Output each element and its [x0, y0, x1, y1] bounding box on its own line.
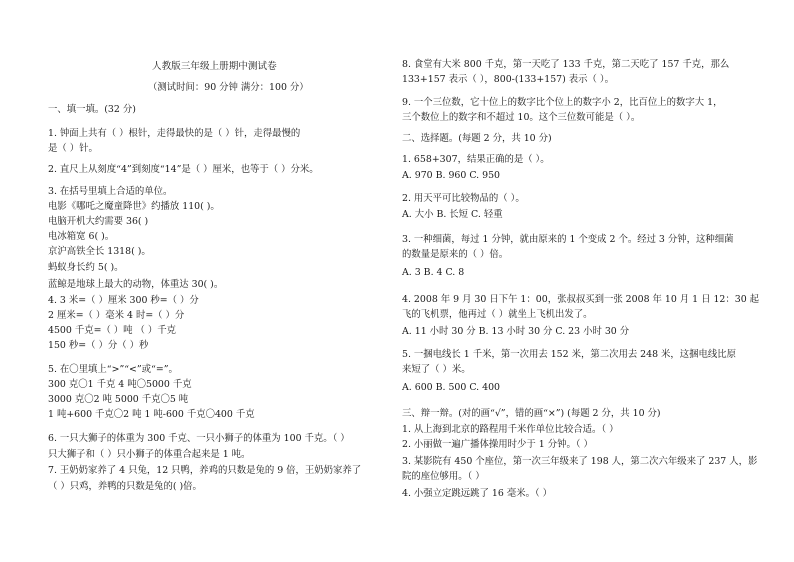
right-line: 来短了（ ）米。 [402, 364, 471, 375]
right-line: 4. 2008 年 9 月 30 日下午 1：00，张叔叔买到一张 2008 年 10 月 1 日 12：30 起 [402, 294, 760, 305]
left-line: 2. 直尺上从刻度“4”到刻度“14”是（ ）厘米，也等于（ ）分米。 [48, 164, 319, 175]
left-line: 京沪高铁全长 1318( )。 [48, 246, 151, 257]
left-line: 只大狮子和（ ）只小狮子的体重合起来是 1 吨。 [48, 449, 251, 460]
right-line: A. 大小 B. 长短 C. 轻重 [402, 209, 503, 220]
left-line: 4. 3 米=（ ）厘米 300 秒=（ ）分 [48, 295, 199, 306]
right-line: 的数量是原来的（ ）倍。 [402, 249, 509, 260]
right-line: 8. 食堂有大米 800 千克，第一天吃了 133 千克，第二天吃了 157 千克，那么 [402, 59, 730, 70]
title: 人教版三年级上册期中测试卷 [152, 61, 277, 72]
left-line: 电冰箱宽 6( )。 [48, 231, 115, 242]
left-line: 7. 王奶奶家养了 4 只兔，12 只鸭，养鸡的只数是兔的 9 倍，王奶奶家养了 [48, 465, 362, 476]
left-line: 蚂蚁身长约 5( )。 [48, 262, 124, 273]
right-line: 2. 用天平可比较物品的（ ）。 [402, 193, 525, 204]
left-line: 蓝鲸是地球上最大的动物，体重达 30( )。 [48, 279, 224, 290]
right-line: 院的座位够用。（ ） [402, 471, 485, 482]
left-line: 6. 一只大狮子的体重为 300 千克、一只小狮子的体重为 100 千克。（ ） [48, 433, 350, 444]
right-line: 133+157 表示（ ），800-(133+157) 表示（ ）。 [402, 74, 614, 85]
right-line: 3. 某影院有 450 个座位，第一次三年级来了 198 人，第二次六年级来了 237 人，影 [402, 456, 758, 467]
right-line: 飞的飞机票，他再过（ ）就坐上飞机出发了。 [402, 309, 593, 320]
right-line: 2. 小丽做一遍广播体操用时少于 1 分钟。（ ） [402, 439, 593, 450]
left-line: 150 秒=（ ）分（ ）秒 [48, 340, 149, 351]
left-line: 电影《哪吒之魔童降世》约播放 110( )。 [48, 201, 220, 212]
left-line: 3. 在括号里填上合适的单位。 [48, 186, 173, 197]
left-line: 一、填一填。(32 分) [48, 104, 136, 115]
left-line: 3000 克〇2 吨 5000 千克〇5 吨 [48, 394, 189, 405]
left-line: 电脑开机大约需要 36( ) [48, 216, 149, 227]
left-line: 1 吨+600 千克〇2 吨 1 吨-600 千克〇400 千克 [48, 409, 255, 420]
right-line: A. 970 B. 960 C. 950 [402, 170, 501, 181]
right-line: A. 3 B. 4 C. 8 [402, 267, 465, 278]
right-line: 5. 一捆电线长 1 千米，第一次用去 152 米，第二次用去 248 米，这捆电线比原 [402, 349, 737, 360]
right-line: 1. 从上海到北京的路程用千米作单位比较合适。（ ） [402, 424, 619, 435]
left-line: 1. 钟面上共有（ ）根针，走得最快的是（ ）针，走得最慢的 [48, 128, 301, 139]
right-line: 3. 一种细菌，每过 1 分钟，就由原来的 1 个变成 2 个。经过 3 分钟，这种细菌 [402, 234, 734, 245]
right-line: 三、辩一辩。(对的画“√”，错的画“×”) (每题 2 分，共 10 分) [402, 408, 661, 419]
right-line: 三个数位上的数字和不超过 10。这个三位数可能是（ ）。 [402, 112, 641, 123]
right-line: 4. 小强立定跳远跳了 16 毫米。（ ） [402, 488, 552, 499]
subtitle: （测试时间：90 分钟 满分：100 分） [148, 82, 309, 93]
left-line: 300 克〇1 千克 4 吨〇5000 千克 [48, 379, 192, 390]
right-line: A. 11 小时 30 分 B. 13 小时 30 分 C. 23 小时 30 分 [402, 326, 630, 337]
left-line: 是（ ）针。 [48, 143, 98, 154]
left-line: 2 厘米=（ ）毫米 4 时=（ ）分 [48, 310, 185, 321]
left-line: （ ）只鸡，养鸭的只数是兔的( )倍。 [48, 481, 202, 492]
right-line: 1. 658+307，结果正确的是（ ）。 [402, 154, 550, 165]
right-line: A. 600 B. 500 C. 400 [402, 382, 501, 393]
left-line: 5. 在〇里填上“>”“<”或“=”。 [48, 364, 178, 375]
left-line: 4500 千克=（ ）吨 （ ）千克 [48, 325, 177, 336]
right-line: 二、选择题。(每题 2 分，共 10 分) [402, 133, 552, 144]
right-line: 9. 一个三位数，它十位上的数字比个位上的数字小 2，比百位上的数字大 1， [402, 97, 723, 108]
